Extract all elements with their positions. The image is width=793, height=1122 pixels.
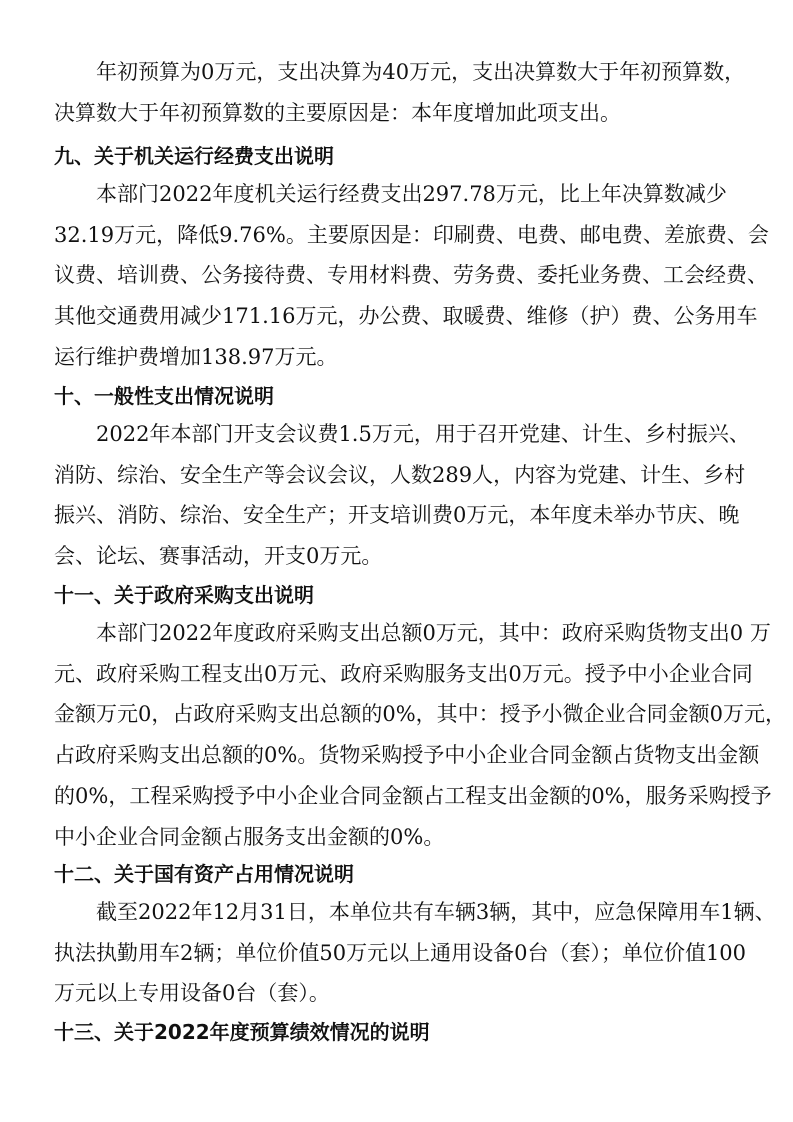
text-line: 占政府采购支出总额的0%。货物采购授予中小企业合同金额占货物支出金额 [54, 743, 760, 768]
text-line: 决算数大于年初预算数的主要原因是：本年度增加此项支出。 [54, 100, 621, 125]
section-heading-10: 十、一般性支出情况说明 [54, 384, 274, 408]
text-line: 万元以上专用设备0台（套）。 [54, 981, 330, 1006]
section-heading-12: 十二、关于国有资产占用情况说明 [54, 862, 354, 886]
text-line: 振兴、消防、综治、安全生产；开支培训费0万元，本年度未举办节庆、晚 [54, 503, 740, 528]
text-line: 本部门2022年度政府采购支出总额0万元，其中：政府采购货物支出0 万 [96, 621, 771, 645]
text-line: 消防、综治、安全生产等会议会议，人数289人，内容为党建、计生、乡村 [54, 462, 746, 487]
paragraph-general-expenses [54, 414, 750, 577]
text-line: 其他交通费用减少171.16万元，办公费、取暖费、维修（护）费、公务用车 [54, 304, 758, 329]
text-line: 32.19万元，降低9.76%。主要原因是：印刷费、电费、邮电费、差旅费、会 [54, 222, 769, 247]
text-line: 元、政府采购工程支出0万元、政府采购服务支出0万元。授予中小企业合同 [54, 661, 753, 686]
paragraph-operating-expenses [54, 174, 769, 378]
paragraph-state-assets [54, 892, 776, 1014]
paragraph-budget-note [54, 52, 744, 133]
text-line: 的0%，工程采购授予中小企业合同金额占工程支出金额的0%，服务采购授予 [54, 783, 772, 808]
section-heading-13: 十三、关于2022年度预算绩效情况的说明 [54, 1020, 430, 1044]
text-line: 中小企业合同金额占服务支出金额的0%。 [54, 824, 445, 849]
text-line: 金额万元0，占政府采购支出总额的0%，其中：授予小微企业合同金额0万元， [54, 702, 787, 727]
section-heading-11: 十一、关于政府采购支出说明 [54, 583, 314, 607]
text-line: 议费、培训费、公务接待费、专用材料费、劳务费、委托业务费、工会经费、 [54, 263, 768, 288]
text-line: 本部门2022年度机关运行经费支出297.78万元，比上年决算数减少 [96, 182, 727, 206]
text-line: 年初预算为0万元，支出决算为40万元，支出决算数大于年初预算数， [96, 60, 746, 84]
text-line: 2022年本部门开支会议费1.5万元，用于召开党建、计生、乡村振兴、 [96, 422, 750, 446]
text-line: 截至2022年12月31日，本单位共有车辆3辆，其中，应急保障用车1辆、 [96, 900, 776, 924]
text-line: 运行维护费增加138.97万元。 [54, 344, 338, 369]
text-line: 执法执勤用车2辆；单位价值50万元以上通用设备0台（套）；单位价值100 [54, 940, 747, 965]
paragraph-government-procurement [54, 613, 787, 857]
text-line: 会、论坛、赛事活动，开支0万元。 [54, 544, 383, 569]
section-heading-9: 九、关于机关运行经费支出说明 [54, 144, 334, 168]
